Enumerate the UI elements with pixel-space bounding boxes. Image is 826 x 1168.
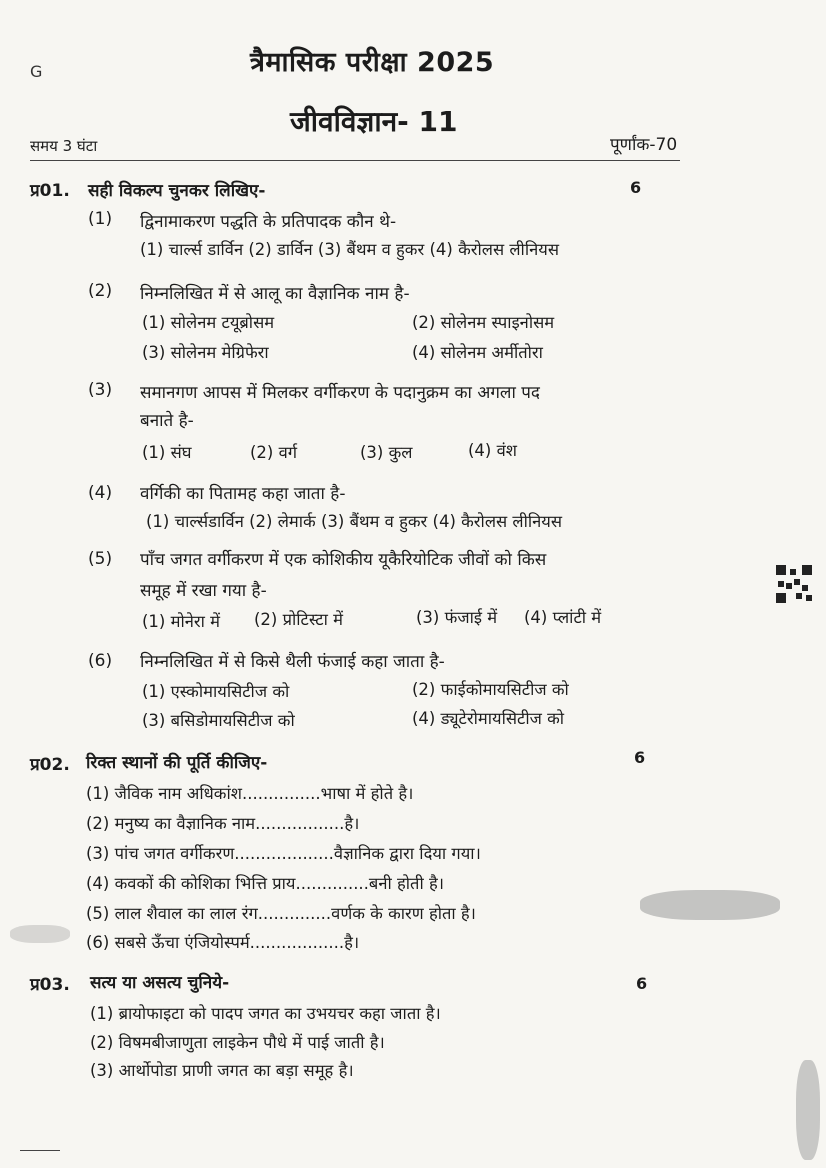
- q2-item2: (2) मनुष्य का वैज्ञानिक नाम.................है।: [86, 814, 360, 833]
- q1-item2-option4: (4) सोलेनम अर्मीतोरा: [412, 343, 543, 362]
- q1-item2-number: (2): [88, 281, 113, 301]
- q1-item3-option3: (3) कुल: [360, 443, 413, 462]
- q1-item5-number: (5): [88, 549, 113, 569]
- q1-item6-option1: (1) एस्कोमायसिटीज को: [142, 682, 290, 701]
- q1-item3-text-cont: बनाते है-: [140, 411, 194, 431]
- q1-item1-number: (1): [88, 209, 113, 229]
- q2-label: प्र02.: [30, 755, 70, 775]
- q2-item5: (5) लाल शैवाल का लाल रंग..............वर्णक के कारण होता है।: [86, 904, 476, 923]
- q1-item3-option4: (4) वंश: [468, 441, 518, 460]
- scan-edge-shadow: [796, 1060, 820, 1160]
- q2-marks: 6: [634, 748, 646, 767]
- subject-title: जीवविज्ञान- 11: [290, 105, 458, 138]
- q1-item5-option3: (3) फंजाई में: [416, 608, 498, 627]
- q1-item2-text: निम्नलिखित में से आलू का वैज्ञानिक नाम है-: [140, 284, 410, 304]
- q1-item1-options: (1) चार्ल्स डार्विन (2) डार्विन (3) बैंथम व हुकर (4) कैरोलस लीनियस: [140, 240, 559, 259]
- q2-item6: (6) सबसे ऊँचा एंजियोस्पर्म..................है।: [86, 933, 360, 952]
- q1-item1-text: द्विनामाकरण पद्धति के प्रतिपादक कौन थे-: [140, 212, 397, 232]
- q2-heading: रिक्त स्थानों की पूर्ति कीजिए-: [86, 753, 268, 773]
- q1-item5-text: पाँच जगत वर्गीकरण में एक कोशिकीय यूकैरियोटिक जीवों को किस: [140, 550, 547, 570]
- q1-item3-option2: (2) वर्ग: [250, 443, 298, 462]
- q1-item2-option3: (3) सोलेनम मेग्रिफेरा: [142, 343, 269, 362]
- q3-heading: सत्य या असत्य चुनिये-: [90, 973, 230, 993]
- scan-smudge-left: [10, 925, 70, 943]
- q1-item3-option1: (1) संघ: [142, 443, 192, 462]
- q1-item2-option2: (2) सोलेनम स्पाइनोसम: [412, 313, 555, 332]
- q1-item5-option1: (1) मोनेरा में: [142, 612, 221, 631]
- q1-item4-options: (1) चार्ल्सडार्विन (2) लेमार्क (3) बैंथम व हुकर (4) कैरोलस लीनियस: [146, 512, 563, 531]
- exam-title: त्रैमासिक परीक्षा 2025: [250, 47, 495, 78]
- qr-code: [776, 565, 812, 603]
- q1-heading: सही विकल्प चुनकर लिखिए-: [88, 181, 266, 201]
- q1-item4-text: वर्गिकी का पितामह कहा जाता है-: [140, 484, 346, 504]
- q1-item6-option3: (3) बसिडोमायसिटीज को: [142, 711, 295, 730]
- max-marks: पूर्णांक-70: [610, 135, 678, 155]
- q3-item3: (3) आर्थोपोडा प्राणी जगत का बड़ा समूह है।: [90, 1061, 354, 1080]
- q1-item6-option4: (4) ड्यूटेरोमायसिटीज को: [412, 709, 565, 728]
- q3-item2: (2) विषमबीजाणुता लाइकेन पौधे में पाई जाती है।: [90, 1033, 385, 1052]
- q1-item5-option4: (4) प्लांटी में: [524, 608, 602, 627]
- header-divider: [30, 160, 680, 161]
- scan-smudge: [640, 890, 780, 920]
- q1-marks: 6: [630, 178, 642, 197]
- q1-item4-number: (4): [88, 483, 113, 503]
- time-duration: समय 3 घंटा: [30, 137, 98, 155]
- q1-item6-number: (6): [88, 651, 113, 671]
- corner-mark: G: [30, 62, 43, 81]
- q3-marks: 6: [636, 974, 648, 993]
- q1-label: प्र01.: [30, 181, 70, 201]
- bottom-mark: [20, 1150, 60, 1151]
- q1-item2-option1: (1) सोलेनम टयूब्रोसम: [142, 313, 275, 332]
- q2-item4: (4) कवकों की कोशिका भित्ति प्राय..............बनी होती है।: [86, 874, 444, 893]
- q3-item1: (1) ब्रायोफाइटा को पादप जगत का उभयचर कहा जाता है।: [90, 1004, 441, 1023]
- q1-item6-option2: (2) फाईकोमायसिटीज को: [412, 680, 569, 699]
- q1-item5-text-cont: समूह में रखा गया है-: [140, 581, 267, 601]
- q3-label: प्र03.: [30, 975, 70, 995]
- q2-item1: (1) जैविक नाम अधिकांश...............भाषा में होते है।: [86, 784, 414, 803]
- q1-item3-text: समानगण आपस में मिलकर वर्गीकरण के पदानुक्रम का अगला पद: [140, 383, 540, 403]
- q1-item6-text: निम्नलिखित में से किसे थैली फंजाई कहा जाता है-: [140, 652, 445, 672]
- q1-item3-number: (3): [88, 380, 113, 400]
- q2-item3: (3) पांच जगत वर्गीकरण...................वैज्ञानिक द्वारा दिया गया।: [86, 844, 481, 863]
- q1-item5-option2: (2) प्रोटिस्टा में: [254, 610, 343, 629]
